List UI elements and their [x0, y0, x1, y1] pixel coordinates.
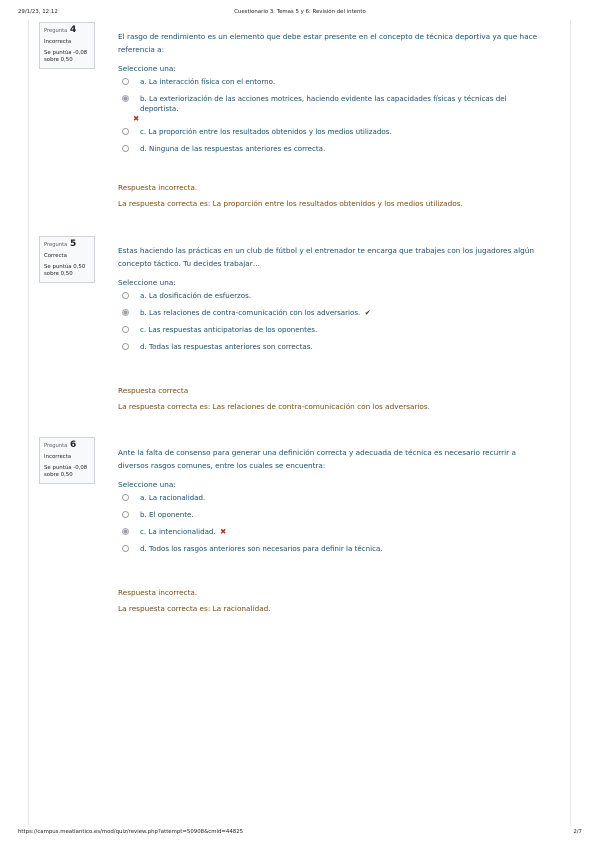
radio-button[interactable] — [122, 78, 129, 85]
answer-list — [118, 77, 538, 157]
answer-option-c[interactable] — [118, 325, 538, 338]
question-text: El rasgo de rendimiento es un elemento que debe estar presente en el concepto de técnica deportiva ya que hace referencia a: — [118, 32, 538, 54]
answer-option-b[interactable] — [118, 510, 538, 523]
radio-button[interactable] — [122, 343, 129, 350]
select-prompt: Seleccione una: — [118, 64, 176, 73]
feedback-status: Respuesta incorrecta. — [118, 183, 198, 192]
question-number — [44, 26, 90, 36]
question-feedback — [118, 183, 558, 209]
radio-button-selected[interactable] — [122, 309, 129, 316]
question-state: Incorrecta — [44, 39, 72, 45]
question-grade — [44, 50, 90, 64]
radio-button[interactable] — [122, 292, 129, 299]
radio-button[interactable] — [122, 145, 129, 152]
feedback-right-answer: La respuesta correcta es: Las relaciones de contra-comunicación con los adversarios. — [118, 402, 430, 411]
answer-option-c[interactable] — [118, 127, 538, 140]
answer-text: a. La interacción física con el entorno. — [140, 77, 276, 86]
question-text: Estas haciendo las prácticas en un club de fútbol y el entrenador te encarga que trabajes con los jugadores algún concepto táctico. Tu decides trabajar… — [118, 246, 535, 268]
answer-option-b[interactable] — [118, 308, 538, 321]
question-state: Correcta — [44, 253, 67, 259]
question-number — [44, 441, 90, 451]
question-grade — [44, 264, 90, 278]
answer-text: d. Todos los rasgos anteriores son necesarios para definir la técnica. — [140, 544, 383, 553]
radio-button-selected[interactable] — [122, 528, 129, 535]
question-label: Pregunta — [44, 443, 68, 449]
answer-option-d[interactable] — [118, 342, 538, 355]
feedback-right-answer: La respuesta correcta es: La proporción entre los resultados obtenidos y los medios utilizados. — [118, 199, 463, 208]
print-header — [0, 9, 600, 19]
answer-text: d. Todas las respuestas anteriores son correctas. — [140, 342, 313, 351]
grade-score: Se puntúa -0,08 — [44, 465, 88, 471]
question-body — [118, 245, 538, 359]
question-feedback — [118, 386, 558, 412]
select-prompt: Seleccione una: — [118, 480, 176, 489]
answer-option-c[interactable] — [118, 527, 538, 540]
answer-text: d. Ninguna de las respuestas anteriores es correcta. — [140, 144, 326, 153]
print-date: 29/1/23, 12:12 — [18, 9, 58, 15]
answer-list — [118, 493, 538, 557]
radio-button[interactable] — [122, 128, 129, 135]
grade-score: Se puntúa -0,08 — [44, 50, 88, 56]
question-body — [118, 31, 538, 161]
grade-max: sobre 0,50 — [44, 472, 73, 478]
print-footer — [0, 829, 600, 839]
answer-option-b[interactable] — [118, 94, 538, 123]
question-info-box — [39, 437, 95, 484]
question-text: Ante la falta de consenso para generar una definición correcta y adecuada de técnica es necesario recurrir a diversos rasgos comunes, entre los cuales se encuentra: — [118, 448, 516, 470]
answer-text: b. El oponente. — [140, 510, 194, 519]
question-feedback — [118, 588, 558, 614]
feedback-status: Respuesta correcta — [118, 386, 189, 395]
answer-text: c. La intencionalidad. — [140, 527, 216, 536]
radio-button-selected[interactable] — [122, 95, 129, 102]
radio-button[interactable] — [122, 511, 129, 518]
answer-option-a[interactable] — [118, 77, 538, 90]
grade-max: sobre 0,50 — [44, 271, 73, 277]
answer-text: c. Las respuestas anticipatorias de los oponentes. — [140, 325, 318, 334]
question-number-value: 6 — [69, 440, 77, 450]
answer-text: b. La exteriorización de las acciones motrices, haciendo evidente las capacidades físicas y técnicas del deportista. — [140, 94, 507, 113]
question-body — [118, 447, 538, 561]
answer-option-d[interactable] — [118, 544, 538, 557]
answer-text: a. La dosificación de esfuerzos. — [140, 291, 252, 300]
answer-option-a[interactable] — [118, 493, 538, 506]
page-number: 2/7 — [573, 829, 582, 835]
grade-score: Se puntúa 0,50 — [44, 264, 86, 270]
question-info-box — [39, 236, 95, 283]
print-title: Cuestionario 3. Temas 5 y 6: Revisión del intento — [234, 9, 366, 15]
answer-text: b. Las relaciones de contra-comunicación con los adversarios. — [140, 308, 361, 317]
select-prompt: Seleccione una: — [118, 278, 176, 287]
radio-button[interactable] — [122, 326, 129, 333]
answer-option-d[interactable] — [118, 144, 538, 157]
answer-list — [118, 291, 538, 355]
question-label: Pregunta — [44, 242, 68, 248]
question-label: Pregunta — [44, 28, 68, 34]
answer-option-a[interactable] — [118, 291, 538, 304]
correct-icon: ✔ — [364, 308, 371, 317]
grade-max: sobre 0,50 — [44, 57, 73, 63]
question-info-box — [39, 22, 95, 69]
question-number-value: 4 — [69, 25, 77, 35]
incorrect-icon: ✖ — [219, 527, 227, 536]
feedback-status: Respuesta incorrecta. — [118, 588, 198, 597]
feedback-right-answer: La respuesta correcta es: La racionalidad. — [118, 604, 271, 613]
question-number — [44, 240, 90, 250]
incorrect-icon: ✖ — [133, 114, 140, 123]
radio-button[interactable] — [122, 545, 129, 552]
page-url: https://campus.meatlantico.es/mod/quiz/review.php?attempt=50908&cmid=44825 — [18, 829, 244, 835]
question-state: Incorrecta — [44, 454, 72, 460]
answer-text: c. La proporción entre los resultados obtenidos y los medios utilizados. — [140, 127, 392, 136]
radio-button[interactable] — [122, 494, 129, 501]
question-number-value: 5 — [69, 239, 77, 249]
answer-text: a. La racionalidad. — [140, 493, 206, 502]
question-grade — [44, 465, 90, 479]
